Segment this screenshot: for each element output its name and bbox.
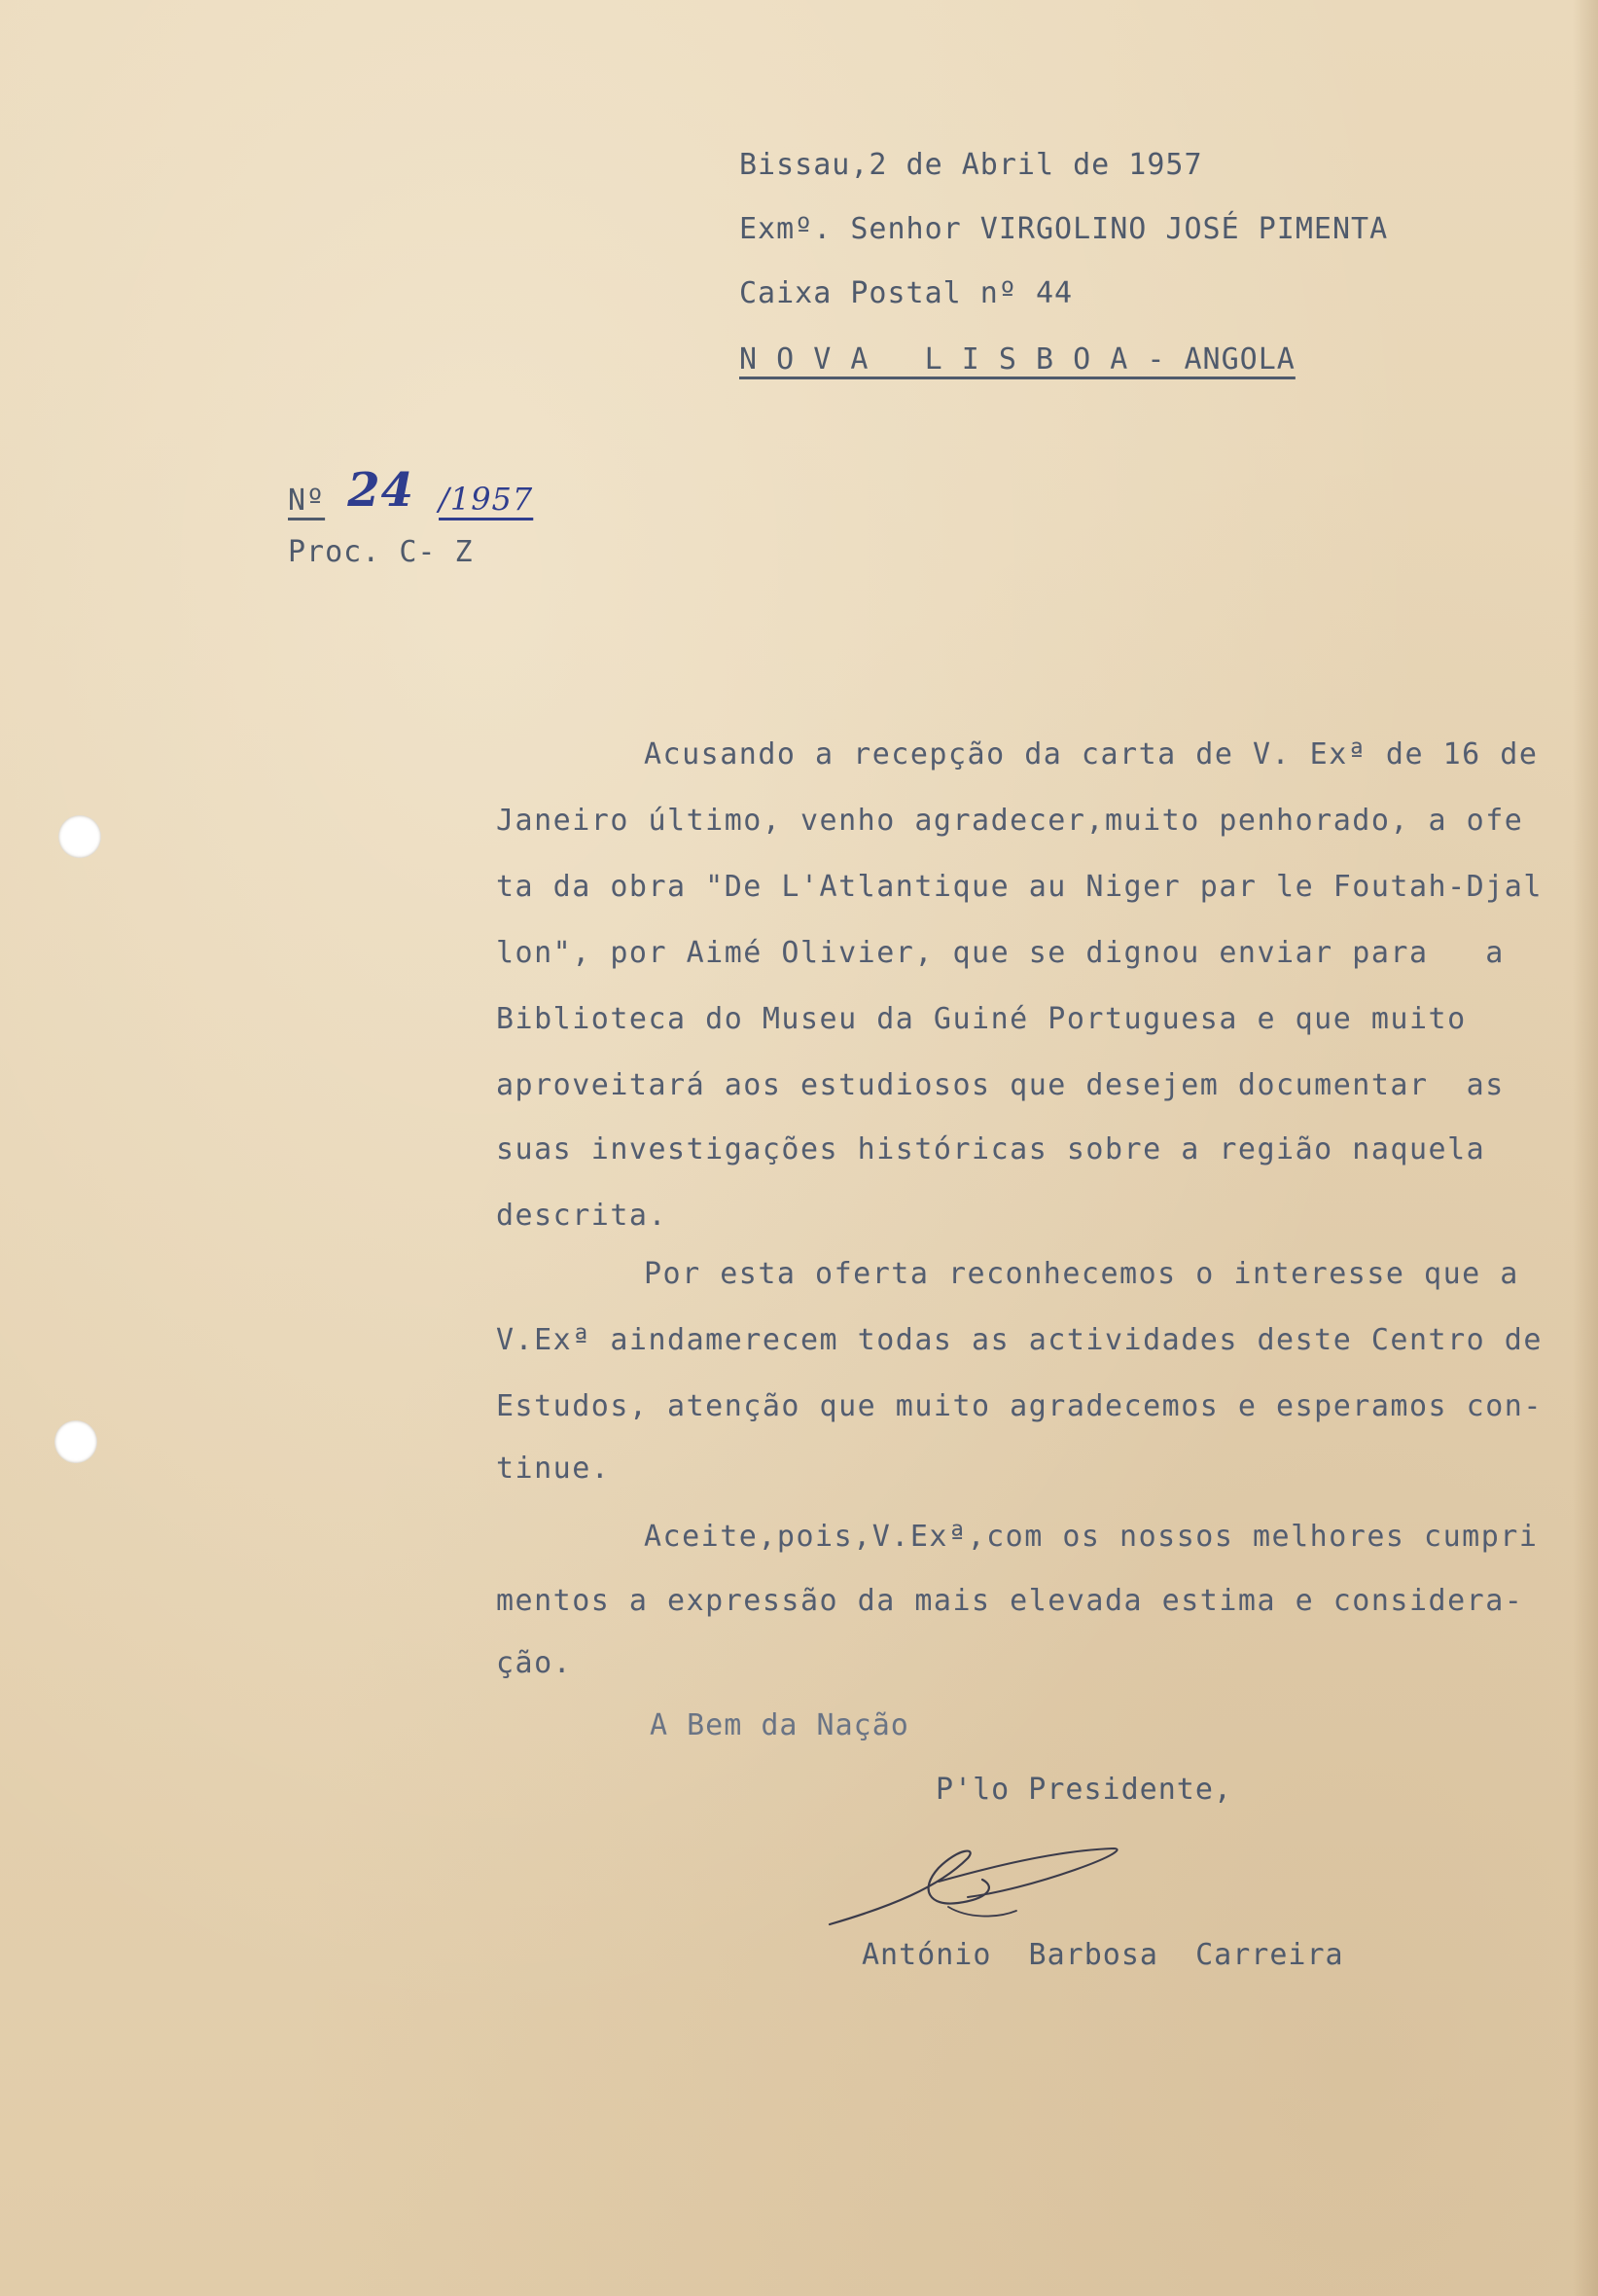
body-line: V.Exª aindamerecem todas as actividades deste Centro de xyxy=(496,1323,1543,1357)
body-line: descrita. xyxy=(496,1199,668,1233)
body-line: suas investigações históricas sobre a região naquela xyxy=(496,1132,1486,1166)
signature-icon xyxy=(822,1829,1133,1936)
body-line: lon", por Aimé Olivier, que se dignou enviar para a xyxy=(496,936,1505,970)
body-line: aproveitará aos estudiosos que desejem documentar as xyxy=(496,1068,1505,1102)
closing-salutation: A Bem da Nação xyxy=(650,1708,909,1742)
body-line: Estudos, atenção que muito agradecemos e esperamos con- xyxy=(496,1389,1543,1423)
destination: N O V A L I S B O A - ANGOLA xyxy=(739,342,1296,377)
paper-edge-shadow xyxy=(1573,0,1598,2296)
reference-number xyxy=(288,463,534,521)
reference-number-handwritten: 24 xyxy=(347,463,414,518)
signatory-name: António Barbosa Carreira xyxy=(862,1938,1344,1972)
reference-year: /1957 xyxy=(439,481,534,518)
process-code: Proc. C- Z xyxy=(288,535,474,569)
body-line: Acusando a recepção da carta de V. Exª de 16 de xyxy=(644,737,1539,771)
body-line: ta da obra "De L'Atlantique au Niger par le Foutah-Djal xyxy=(496,870,1543,904)
on-behalf-line: P'lo Presidente, xyxy=(936,1773,1232,1807)
body-line: ção. xyxy=(496,1646,573,1680)
date-line: Bissau,2 de Abril de 1957 xyxy=(739,148,1203,182)
body-line: Janeiro último, venho agradecer,muito penhorado, a ofe xyxy=(496,804,1524,838)
body-line: mentos a expressão da mais elevada estima e considera- xyxy=(496,1584,1524,1618)
punch-hole-top xyxy=(58,815,101,858)
body-line: tinue. xyxy=(496,1452,611,1486)
body-line: Por esta oferta reconhecemos o interesse que a xyxy=(644,1257,1519,1291)
body-line: Biblioteca do Museu da Guiné Portuguesa e que muito xyxy=(496,1002,1467,1036)
reference-prefix: Nº xyxy=(288,484,326,518)
body-line: Aceite,pois,V.Exª,com os nossos melhores cumpri xyxy=(644,1520,1539,1554)
punch-hole-bottom xyxy=(54,1420,97,1463)
addressee: Exmº. Senhor VIRGOLINO JOSÉ PIMENTA xyxy=(739,212,1389,246)
postal-box: Caixa Postal nº 44 xyxy=(739,276,1074,310)
